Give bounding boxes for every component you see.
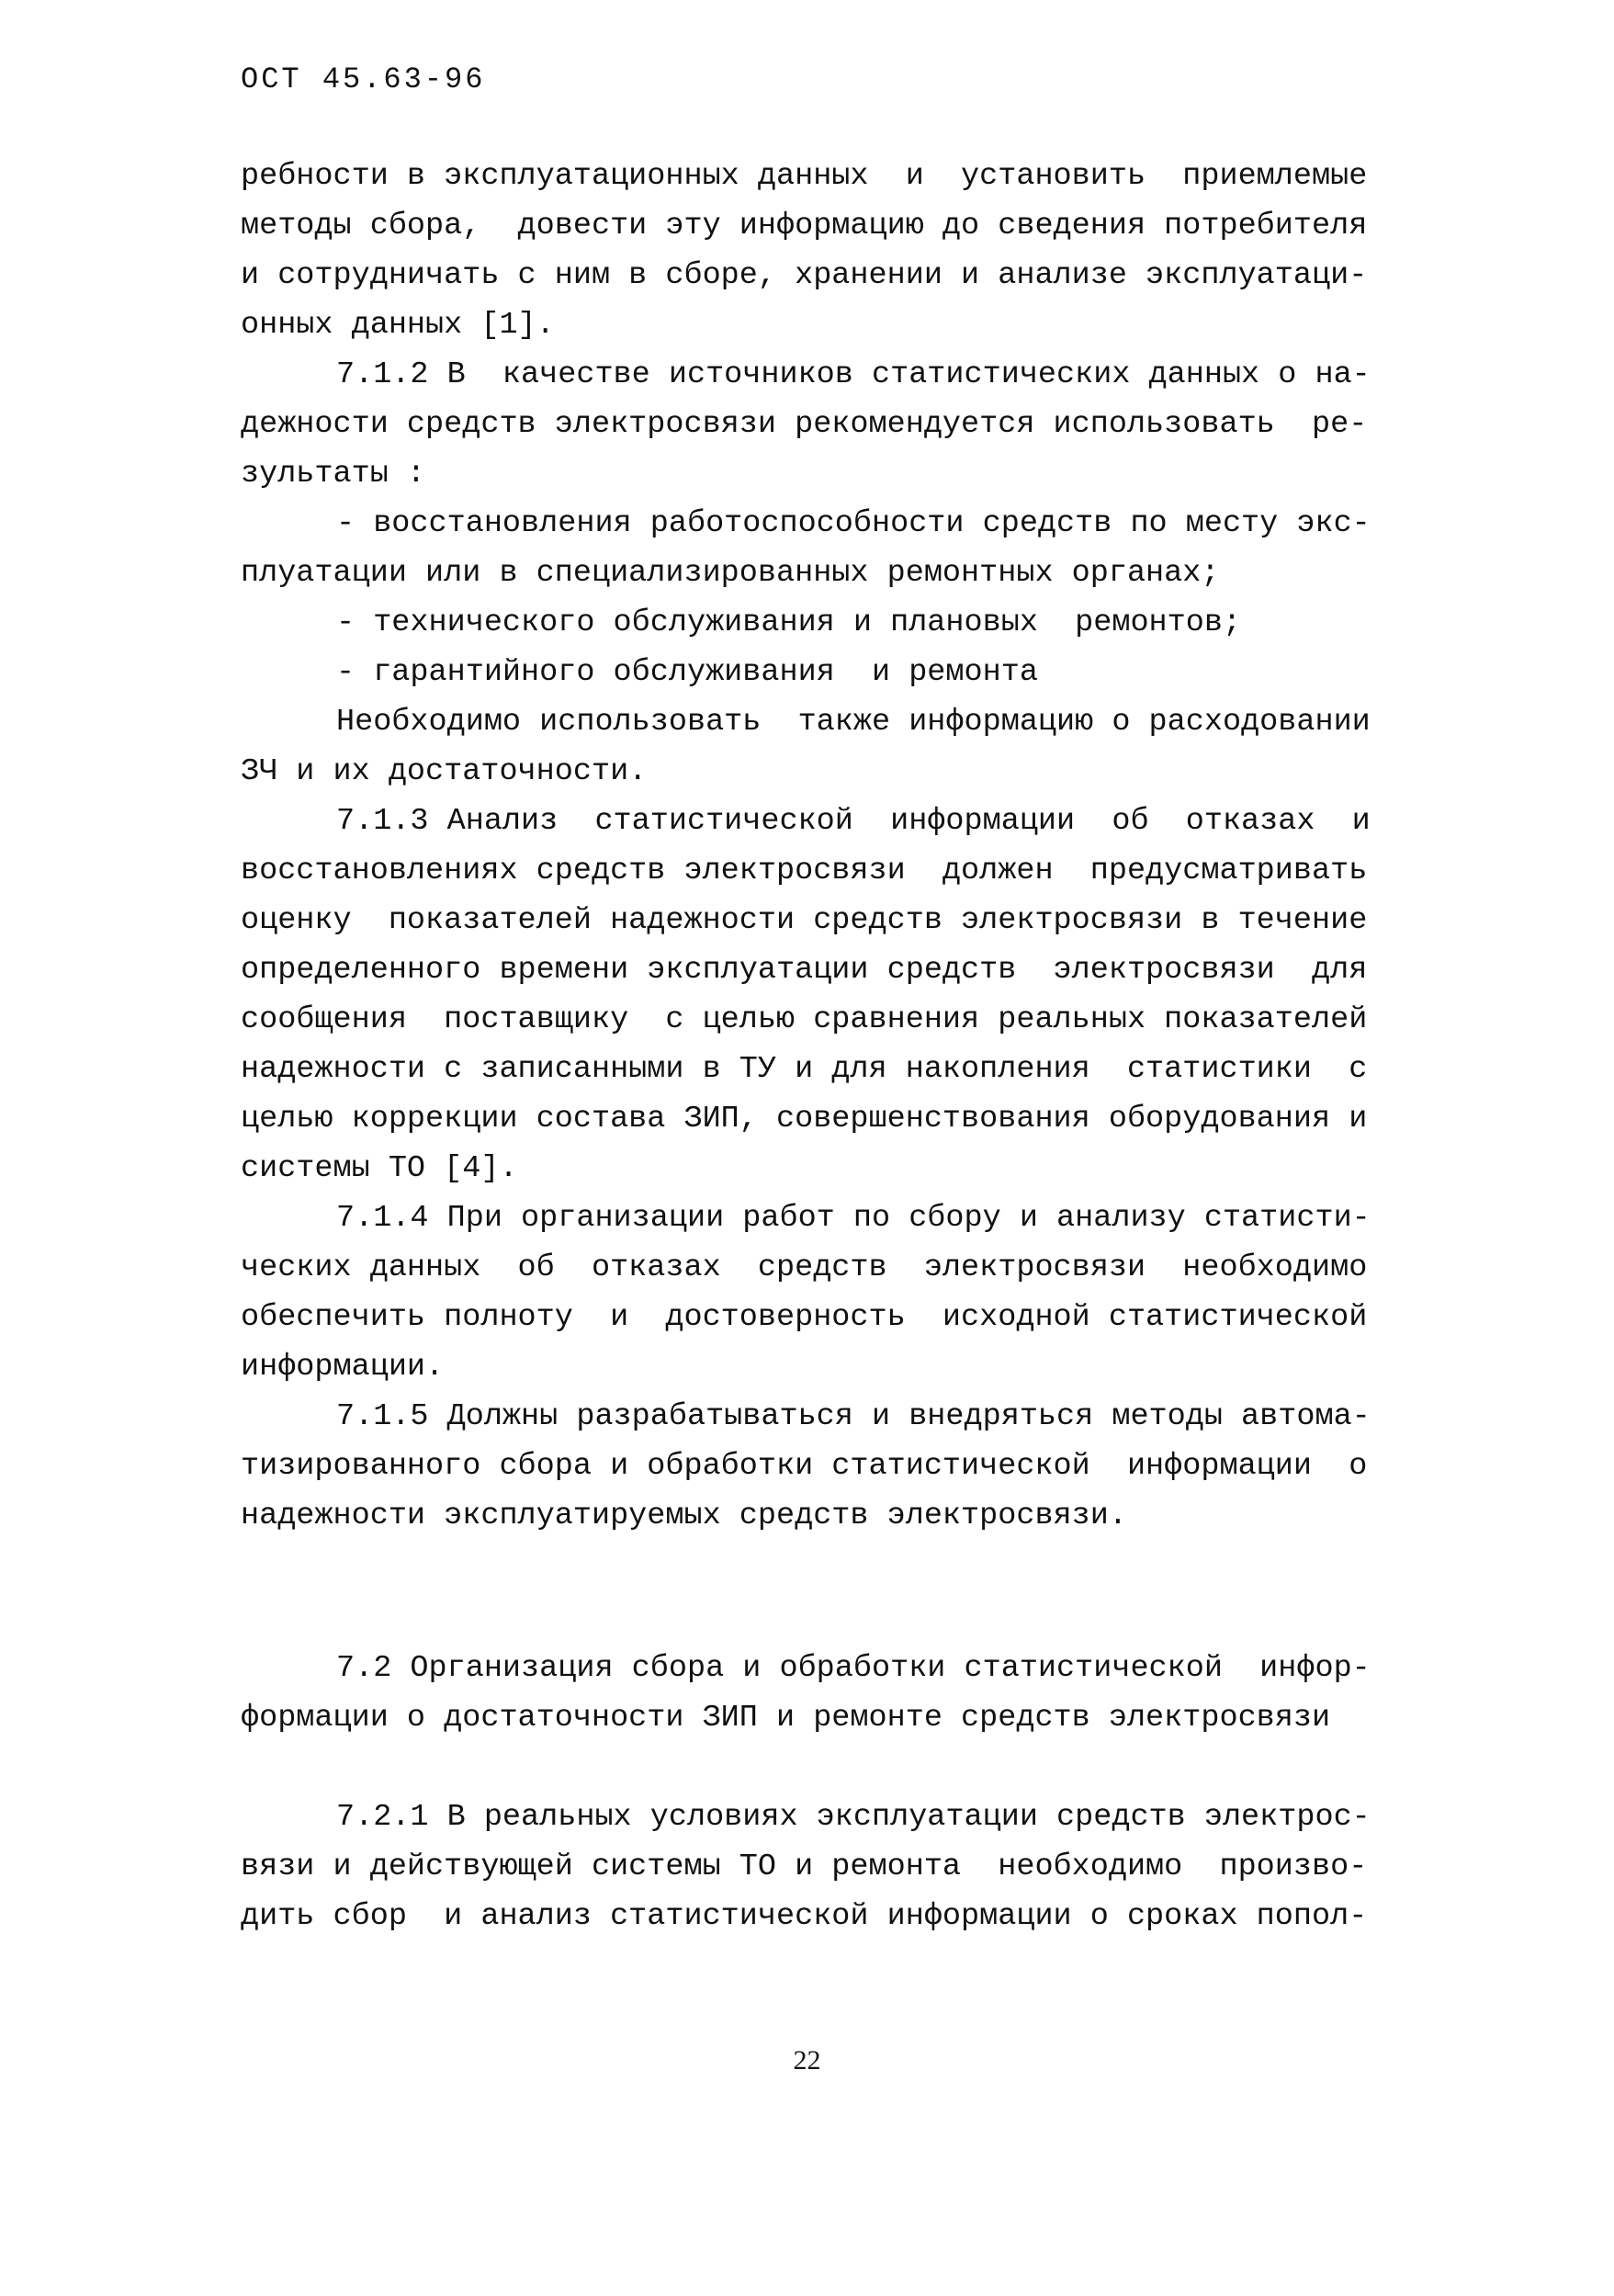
text-line: обеспечить полноту и достоверность исходной статистической [241, 1300, 1368, 1335]
text-line: методы сбора, довести эту информацию до сведения потребителя [241, 209, 1368, 243]
text-line: 7.2.1 В реальных условиях эксплуатации средств электрос- [336, 1800, 1371, 1835]
text-line: системы ТО [4]. [241, 1151, 518, 1186]
section-heading-line: формации о достаточности ЗИП и ремонте средств электросвязи [241, 1701, 1331, 1736]
text-line: оценку показателей надежности средств электросвязи в течение [241, 903, 1368, 938]
text-line: зультаты : [241, 457, 426, 492]
text-line: - восстановления работоспособности средств по месту экс- [336, 506, 1371, 541]
text-line: 7.1.5 Должны разрабатываться и внедряться методы автома- [336, 1399, 1371, 1434]
page-number: 22 [793, 2045, 821, 2075]
text-line: ческих данных об отказах средств электросвязи необходимо [241, 1250, 1368, 1285]
text-line: и сотрудничать с ним в сборе, хранении и анализе эксплуатаци- [241, 258, 1368, 293]
text-line: дить сбор и анализ статистической информации о сроках попол- [241, 1899, 1368, 1934]
text-line: тизированного сбора и обработки статистической информации о [241, 1449, 1368, 1484]
text-line: надежности эксплуатируемых средств электросвязи. [241, 1499, 1127, 1533]
text-line: плуатации или в специализированных ремонтных органах; [241, 556, 1220, 591]
text-line: 7.1.4 При организации работ по сбору и анализу статисти- [336, 1201, 1371, 1236]
text-line: 7.1.3 Анализ статистической информации об отказах и [336, 804, 1371, 839]
section-heading-line: 7.2 Организация сбора и обработки статистической инфор- [336, 1651, 1371, 1686]
text-line: сообщения поставщику с целью сравнения реальных показателей [241, 1002, 1368, 1037]
text-line: надежности с записанными в ТУ и для накопления статистики с [241, 1052, 1368, 1087]
text-line: целью коррекции состава ЗИП, совершенствования оборудования и [241, 1102, 1368, 1137]
text-line: вязи и действующей системы ТО и ремонта необходимо произво- [241, 1849, 1368, 1884]
text-line: онных данных [1]. [241, 308, 555, 343]
text-line: восстановлениях средств электросвязи должен предусматривать [241, 854, 1368, 888]
document-header: ОСТ 45.63-96 [241, 62, 486, 96]
text-line: дежности средств электросвязи рекомендуется использовать ре- [241, 407, 1368, 442]
text-line: Необходимо использовать также информацию о расходовании [336, 705, 1371, 740]
text-line: 7.1.2 В качестве источников статистических данных о на- [336, 357, 1371, 392]
text-line: определенного времени эксплуатации средств электросвязи для [241, 953, 1368, 988]
text-line: - технического обслуживания и плановых ремонтов; [336, 605, 1242, 640]
text-line: ЗЧ и их достаточности. [241, 754, 648, 789]
text-line: ребности в эксплуатационных данных и установить приемлемые [241, 159, 1368, 194]
text-line: информации. [241, 1350, 445, 1385]
text-line: - гарантийного обслуживания и ремонта [336, 655, 1038, 690]
